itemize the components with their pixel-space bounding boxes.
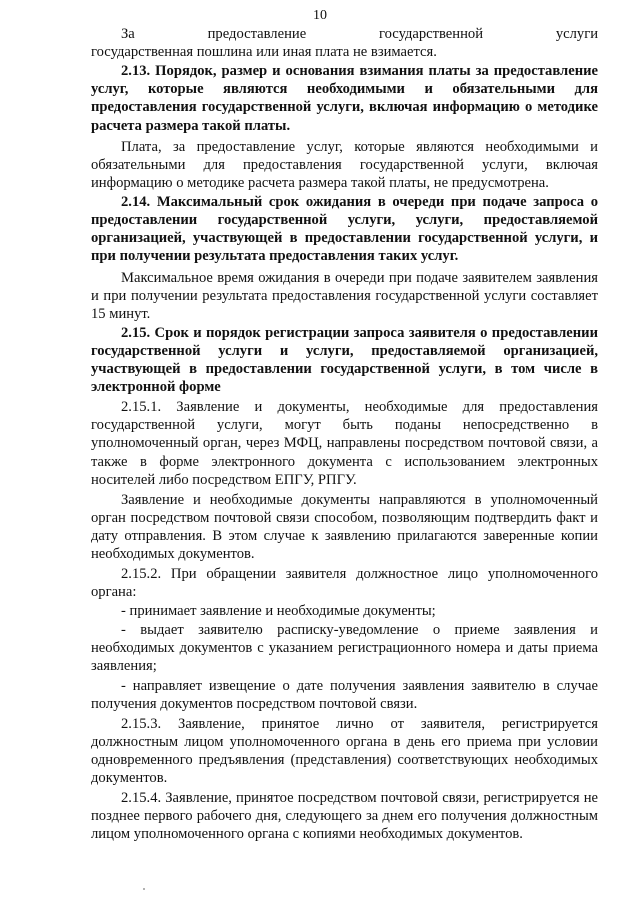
paragraph-fee-intro: За предоставление государственной услуги: [121, 26, 598, 42]
paragraph-2-15-4: 2.15.4. Заявление, принятое посредством почтовой связи, регистрируется не позднее первого рабочего дня, следующего за днем его получения должностным лицом уполномоченного органа с копиями необходимых документов.: [91, 789, 598, 843]
paragraph-fee-not-required: Плата, за предоставление услуг, которые являются необходимыми и обязательными для предоставления государственной услуги, включая информацию о методике расчета размера такой платы, не предусмотрена.: [91, 138, 598, 192]
list-item-issues-receipt: - выдает заявителю расписку-уведомление о приеме заявления и необходимых документов с указанием регистрационного номера и даты приема заявления;: [91, 621, 598, 674]
heading-2-13: 2.13. Порядок, размер и основания взимания платы за предоставление услуг, которые являются необходимыми и обязательными для предоставления государственной услуги, включая информацию о методике расчета размера такой платы.: [91, 62, 598, 134]
page-number: 10: [313, 8, 327, 23]
scan-speck: [143, 888, 145, 890]
heading-2-14: 2.14. Максимальный срок ожидания в очереди при подаче запроса о предоставлении государственной услуги, услуги, предоставляемой организацией, участвующей в предоставлении государственной услуги, и при получении результата предоставления таких услуг.: [91, 193, 598, 265]
list-item-sends-notice: - направляет извещение о дате получения заявления заявителю в случае получения документов посредством почтовой связи.: [91, 677, 598, 712]
list-item-accepts: - принимает заявление и необходимые документы;: [121, 602, 436, 619]
paragraph-fee-intro-cont: государственная пошлина или иная плата не взимается.: [91, 44, 437, 61]
paragraph-postal-submission: Заявление и необходимые документы направляются в уполномоченный орган посредством почтовой связи способом, позволяющим подтвердить факт и дату отправления. В этом случае к заявлению прилагаются заверенные копии необходимых документов.: [91, 491, 598, 563]
paragraph-2-15-1: 2.15.1. Заявление и документы, необходимые для предоставления государственной услуги, могут быть поданы непосредственно в уполномоченный орган, через МФЦ, направлены посредством почтовой связи, а также в форме электронного документа с использованием электронных носителей либо посредством ЕПГУ, РПГУ.: [91, 399, 598, 488]
paragraph-2-15-3: 2.15.3. Заявление, принятое лично от заявителя, регистрируется должностным лицом уполномоченного органа в день его приема при условии одновременного предъявления (представления) соответствующих необходимых документов.: [91, 715, 598, 787]
paragraph-max-wait: Максимальное время ожидания в очереди при подаче заявителем заявления и при получении результата предоставления государственной услуги составляет 15 минут.: [91, 269, 598, 323]
document-body: [91, 25, 598, 843]
heading-2-15: 2.15. Срок и порядок регистрации запроса заявителя о предоставлении государственной услуги и услуги, предоставляемой организацией, участвующей в предоставлении государственной услуги, в том числе в электронной форме: [91, 324, 598, 396]
paragraph-2-15-2: 2.15.2. При обращении заявителя должностное лицо уполномоченного органа:: [91, 565, 598, 601]
